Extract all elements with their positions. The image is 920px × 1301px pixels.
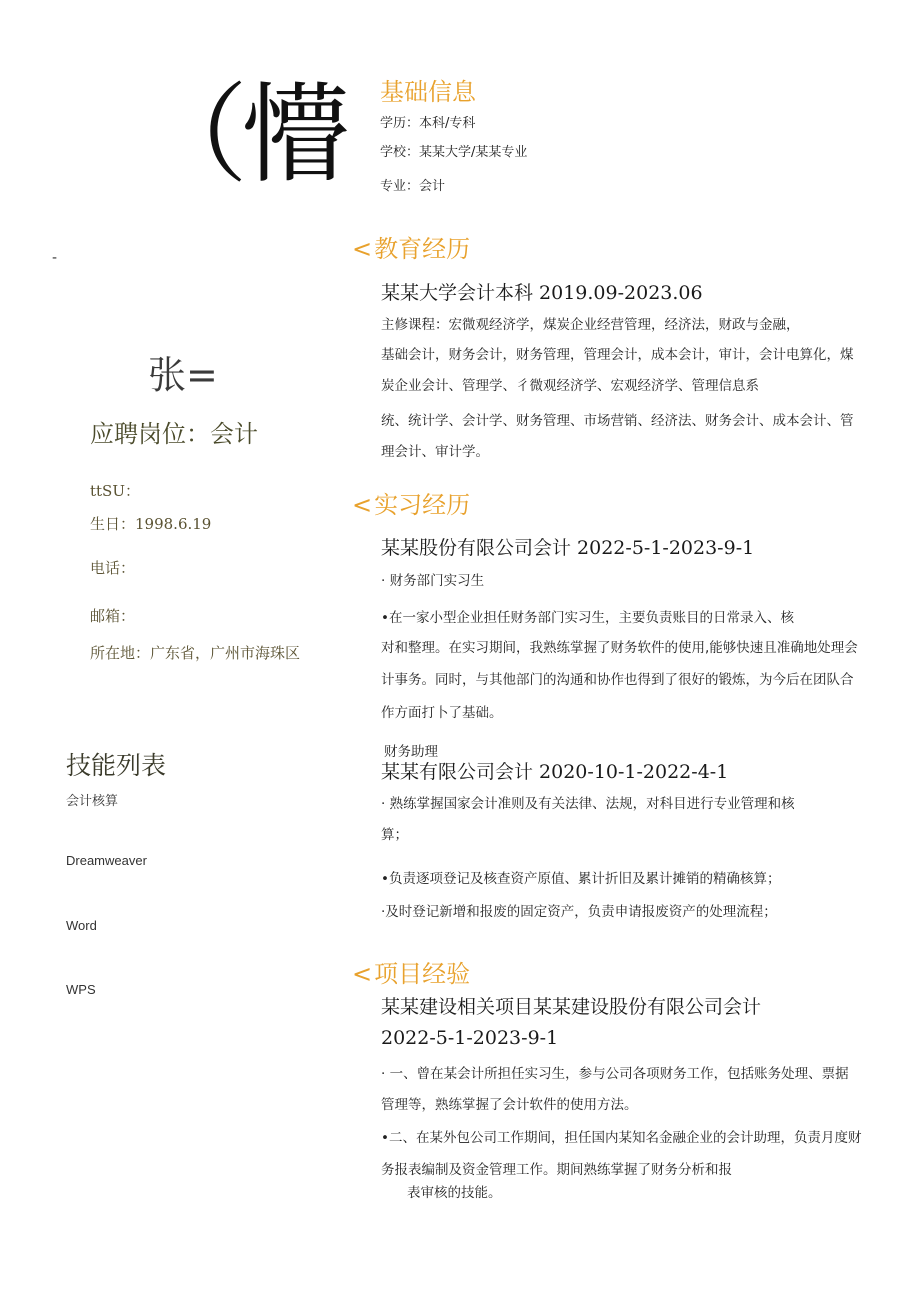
education-line: 主修课程：宏微观经济学，煤炭企业经营管理，经济法，财政与金融，	[381, 317, 800, 333]
email: 邮箱：	[90, 607, 136, 625]
project-title	[352, 954, 470, 989]
chevron-left-icon: <	[352, 491, 373, 519]
project-head: 某某建设相关项目某某建设股份有限公司会计	[381, 996, 762, 1018]
internship-title-text: 实习经历	[374, 491, 471, 519]
candidate-name: 张=	[148, 353, 218, 397]
location: 所在地：广东省，广州市海珠区	[90, 644, 301, 662]
skill-item: 会计核算	[66, 793, 119, 808]
job1-line: 计事务。同时，与其他部门的沟通和协作也得到了很好的锻炼，为今后在团队合	[381, 672, 854, 688]
degree: 学历：本科/专科	[380, 116, 476, 131]
job1-line: 对和整理。在实习期间，我熟练掌握了财务软件的使用,能够快速且准确地处理会	[381, 640, 858, 656]
project-line: •二、在某外包公司工作期间，担任国内某知名金融企业的会计助理，负责月度财	[381, 1130, 862, 1146]
job1-role: · 财务部门实习生	[381, 573, 485, 589]
basic-info-title: 基础信息	[380, 78, 476, 106]
job1-clipped-role: 财务助理	[384, 744, 438, 760]
internship-title	[352, 485, 470, 520]
major: 专业：会计	[380, 179, 446, 194]
project-line: · 一、曾在某会计所担任实习生，参与公司各项财务工作，包括账务处理、票据	[381, 1066, 849, 1082]
education-head: 某某大学会计本科 2019.09-2023.06	[381, 282, 703, 304]
skill-item: Dreamweaver	[66, 853, 147, 868]
ttsu-label: ttSU：	[90, 482, 140, 500]
education-title-text: 教育经历	[374, 235, 471, 263]
job2-line: ·及时登记新增和报废的固定资产，负责申请报废资产的处理流程；	[381, 904, 777, 920]
education-line: 炭企业会计、管理学、彳微观经济学、宏观经济学、管理信息系	[381, 378, 759, 394]
chevron-left-icon: <	[352, 960, 373, 988]
project-line: 管理等，熟练掌握了会计软件的使用方法。	[381, 1097, 638, 1113]
job1-line: •在一家小型企业担任财务部门实习生，主要负责账目的日常录入、核	[381, 610, 794, 626]
education-line: 理会计、审计学。	[381, 444, 489, 460]
project-line: 务报表编制及资金管理工作。期间熟练掌握了财务分析和报	[381, 1162, 732, 1178]
birthday: 生日：1998.6.19	[90, 515, 212, 533]
chevron-left-icon: <	[352, 235, 373, 263]
education-line: 基础会计，财务会计，财务管理，管理会计，成本会计，审计，会计电算化，煤	[381, 347, 854, 363]
job1-head: 某某股份有限公司会计 2022-5-1-2023-9-1	[381, 537, 755, 559]
job2-line: •负责逐项登记及核查资产原值、累计折旧及累计摊销的精确核算；	[381, 871, 781, 887]
education-title	[352, 229, 470, 264]
dash-mark: -	[52, 250, 58, 266]
skills-title: 技能列表	[66, 751, 167, 780]
skill-item: WPS	[66, 982, 96, 997]
project-title-text: 项目经验	[374, 960, 471, 988]
skill-item: Word	[66, 918, 97, 933]
project-date: 2022-5-1-2023-9-1	[381, 1027, 559, 1049]
project-line: 表审核的技能。	[407, 1185, 502, 1201]
job2-line: 算；	[381, 827, 408, 843]
phone: 电话：	[90, 559, 136, 577]
job1-line: 作方面打卜了基础。	[381, 705, 503, 721]
job2-head: 某某有限公司会计 2020-10-1-2022-4-1	[381, 761, 729, 783]
logo-glyphs: （懵	[140, 73, 345, 198]
job2-line: · 熟练掌握国家会计准则及有关法律、法规，对科目进行专业管理和核	[381, 796, 795, 812]
education-line: 统、统计学、会计学、财务管理、市场营销、经济法、财务会计、成本会计、管	[381, 413, 854, 429]
school: 学校：某某大学/某某专业	[380, 145, 528, 160]
applied-position: 应聘岗位：会计	[90, 420, 258, 448]
